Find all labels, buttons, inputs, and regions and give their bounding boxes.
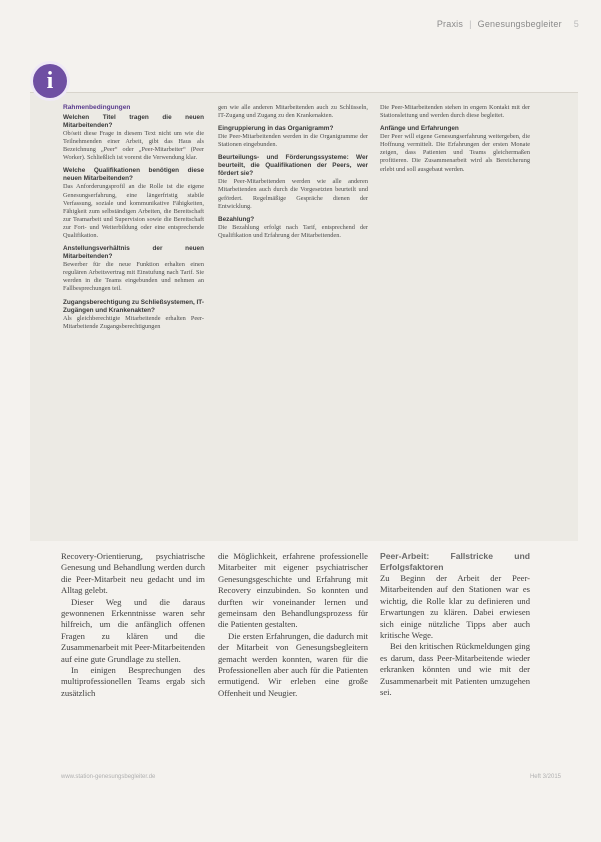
info-paragraph: Die Peer-Mitarbeitenden stehen in engem Kontakt mit der Stationsleitung und werden durch diese begleitet. xyxy=(380,104,530,120)
running-head-separator: | xyxy=(469,19,472,29)
article-column-1 xyxy=(61,551,205,769)
info-heading: Eingruppierung in das Organigramm? xyxy=(218,125,334,133)
article-paragraph: die Möglichkeit, erfahrene professionelle Mitarbeiter mit eigener psychiatrischer Genesungsgeschichte und Erfahrung mit Recovery einzubinden. So konnten und durften wir voneinander lernen und gemeinsam den Behandlungsprozess für die Patienten gestalten. xyxy=(218,551,368,630)
footer-issue: Heft 3/2015 xyxy=(529,774,561,780)
page-footer xyxy=(61,774,561,780)
running-head-topic: Genesungsbegleiter xyxy=(477,19,562,29)
article-paragraph: Dieser Weg und die daraus gewonnenen Erkenntnisse waren sehr hilfreich, um die anfänglich offenen Fragen zu klären und die Zusammenarbeit mit Peer-Mitarbeitenden auf eine gute Grundlage zu stellen. xyxy=(61,596,205,664)
article-paragraph: In einigen Besprechungen des multiprofessionellen Teams ergab sich zusätzlich xyxy=(61,665,205,698)
info-box-title: Rahmenbedingungen xyxy=(63,104,131,111)
info-paragraph: gen wie alle anderen Mitarbeitenden auch zu Schlüsseln, IT-Zugang und Zugang zu den Krankenakten. xyxy=(218,104,368,120)
info-heading: Anstellungsverhältnis der neuen Mitarbeitenden? xyxy=(63,245,204,261)
info-paragraph: Die Bezahlung erfolgt nach Tarif, entsprechend der Qualifikation und Erfahrung der Mitarbeitenden. xyxy=(218,223,368,239)
info-column-3 xyxy=(380,104,530,532)
info-paragraph: Bewerber für die neue Funktion erhalten einen regulären Arbeitsvertrag mit Einstufung nach Tarif. Sie werden in die Teams eingebunden und nehmen an Fallbesprechungen teil. xyxy=(63,261,204,293)
article-paragraph: Die ersten Erfahrungen, die dadurch mit der Mitarbeit von Genesungsbegleitern gemacht werden konnten, waren für die Professionellen aber auch für die Patienten ermutigend. Wir erleben eine große Offenheit und Neugier. xyxy=(218,630,368,698)
article-paragraph: Recovery-Orientierung, psychiatrische Genesung und Behandlung werden durch die Peer-Mitarbeit neu gedacht und im Alltag gelebt. xyxy=(61,551,205,596)
info-heading: Welchen Titel tragen die neuen Mitarbeitenden? xyxy=(63,114,204,130)
info-paragraph: Die Peer-Mitarbeitenden werden in die Organigramme der Stationen eingebunden. xyxy=(218,133,368,149)
info-heading: Welche Qualifikationen benötigen diese neuen Mitarbeitenden? xyxy=(63,167,204,183)
info-column-1 xyxy=(63,104,204,532)
article-subheading: Peer-Arbeit: Fallstricke und Erfolgsfaktoren xyxy=(380,551,530,572)
info-paragraph: Das Anforderungsprofil an die Rolle ist die eigene Genesungserfahrung, eine längerfristig stabile Verfassung, soziale und kommunikative Fähigkeiten, Fähigkeit zum selbständigen Arbeiten, die Bereitschaft zur Teamarbeit und Supervision sowie die Bereitschaft zur Fort- und Weiterbildung oder eine entsprechende Qualifikation. xyxy=(63,183,204,240)
info-heading: Bezahlung? xyxy=(218,215,255,223)
info-heading: Zugangsberechtigung zu Schließsystemen, IT-Zugängen und Krankenakten? xyxy=(63,298,204,314)
info-paragraph: Der Peer will eigene Genesungserfahrung weitergeben, die Hoffnung vermittelt. Die Erfahrungen der ersten Monate zeigen, dass Patienten und Teams gleichermaßen profitieren. Die Zusammenarbeit wird als Bereicherung erlebt und soll ausgebaut werden. xyxy=(380,133,530,173)
info-paragraph: Als gleichberechtigte Mitarbeitende erhalten Peer-Mitarbeitende Zugangsberechtigungen xyxy=(63,314,204,330)
article-column-2 xyxy=(218,551,368,769)
running-head xyxy=(437,19,579,29)
info-paragraph: Die Peer-Mitarbeitenden werden wie alle anderen Mitarbeitenden auch durch die Vorgesetzten beurteilt und gefördert. Regelmäßige Gespräche dienen der Entwicklung. xyxy=(218,178,368,210)
article-paragraph: Bei den kritischen Rückmeldungen ging es darum, dass Peer-Mitarbeitende wieder erkranken könnten und wie mit der Zusammenarbeit mit Patienten umzugehen sei. xyxy=(380,641,530,698)
info-paragraph: Ob/seit diese Frage in diesem Text nicht um wie die Teilnehmenden einer Arbeit, gibt das Haus als Bezeichnung „Peer“ oder „Peer-Mitarbeiter“ (Peer Worker). Schließlich ist vorerst die Verwendung klar. xyxy=(63,130,204,162)
info-heading: Beurteilungs- und Förderungssysteme: Wer beurteilt, die Qualifikationen der Peers, wer fördert sie? xyxy=(218,154,368,178)
running-head-section: Praxis xyxy=(436,19,464,29)
info-icon: i xyxy=(33,64,67,98)
article-column-3 xyxy=(380,551,530,769)
info-column-2 xyxy=(218,104,368,532)
page-number: 5 xyxy=(573,19,579,29)
footer-url: www.station-genesungsbegleiter.de xyxy=(61,774,156,780)
info-heading: Anfänge und Erfahrungen xyxy=(380,125,459,133)
article-paragraph: Zu Beginn der Arbeit der Peer-Mitarbeitenden auf den Stationen war es wichtig, die Rolle klar zu definieren und Erwartungen zu klären. Dabei erwiesen sich einige nützliche Tipps aber auch kritische Wege. xyxy=(380,573,530,641)
